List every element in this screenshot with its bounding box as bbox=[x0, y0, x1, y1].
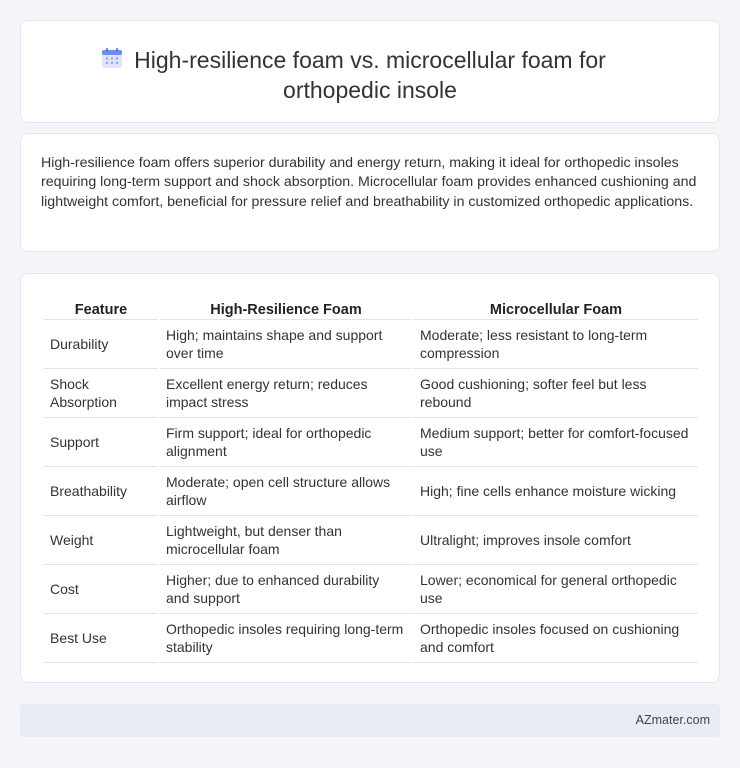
summary-card bbox=[20, 133, 720, 252]
table-row bbox=[44, 516, 698, 565]
title-card bbox=[20, 20, 720, 123]
table-row bbox=[44, 320, 698, 369]
column-header: High-Resilience Foam bbox=[160, 296, 412, 320]
table-cell: Higher; due to enhanced durability and support bbox=[160, 565, 412, 614]
table-cell: Moderate; less resistant to long-term compression bbox=[414, 320, 698, 369]
comparison-table bbox=[42, 296, 700, 663]
table-row bbox=[44, 369, 698, 418]
footer-bar bbox=[20, 704, 720, 737]
table-cell: Moderate; open cell structure allows airflow bbox=[160, 467, 412, 516]
table-cell: Weight bbox=[44, 516, 158, 565]
table-header-row bbox=[44, 296, 698, 320]
table-cell: Lower; economical for general orthopedic use bbox=[414, 565, 698, 614]
table-cell: Good cushioning; softer feel but less rebound bbox=[414, 369, 698, 418]
column-header: Microcellular Foam bbox=[414, 296, 698, 320]
comparison-card bbox=[20, 273, 720, 683]
table-cell: Orthopedic insoles requiring long-term stability bbox=[160, 614, 412, 663]
footer-site-link[interactable]: AZmater.com bbox=[635, 713, 710, 727]
table-row bbox=[44, 467, 698, 516]
page-title: High-resilience foam vs. microcellular foam for orthopedic insole bbox=[134, 47, 606, 103]
table-cell: Breathability bbox=[44, 467, 158, 516]
table-row bbox=[44, 565, 698, 614]
table-row bbox=[44, 418, 698, 467]
table-cell: Cost bbox=[44, 565, 158, 614]
summary-text: High-resilience foam offers superior durability and energy return, making it ideal for orthopedic insoles requiring long-term support and shock absorption. Microcellular foam provides enhanced cushioning and lightweight comfort, beneficial for pressure relief and breathability in customized orthopedic applications. bbox=[41, 155, 697, 210]
table-cell: High; fine cells enhance moisture wicking bbox=[414, 467, 698, 516]
table-cell: Shock Absorption bbox=[44, 369, 158, 418]
table-cell: Orthopedic insoles focused on cushioning and comfort bbox=[414, 614, 698, 663]
table-cell: Excellent energy return; reduces impact stress bbox=[160, 369, 412, 418]
table-cell: Medium support; better for comfort-focused use bbox=[414, 418, 698, 467]
table-cell: Durability bbox=[44, 320, 158, 369]
table-row bbox=[44, 614, 698, 663]
table-cell: Ultralight; improves insole comfort bbox=[414, 516, 698, 565]
table-cell: Support bbox=[44, 418, 158, 467]
table-cell: Firm support; ideal for orthopedic alignment bbox=[160, 418, 412, 467]
table-cell: Best Use bbox=[44, 614, 158, 663]
table-cell: High; maintains shape and support over time bbox=[160, 320, 412, 369]
table-cell: Lightweight, but denser than microcellular foam bbox=[160, 516, 412, 565]
column-header: Feature bbox=[44, 296, 158, 320]
